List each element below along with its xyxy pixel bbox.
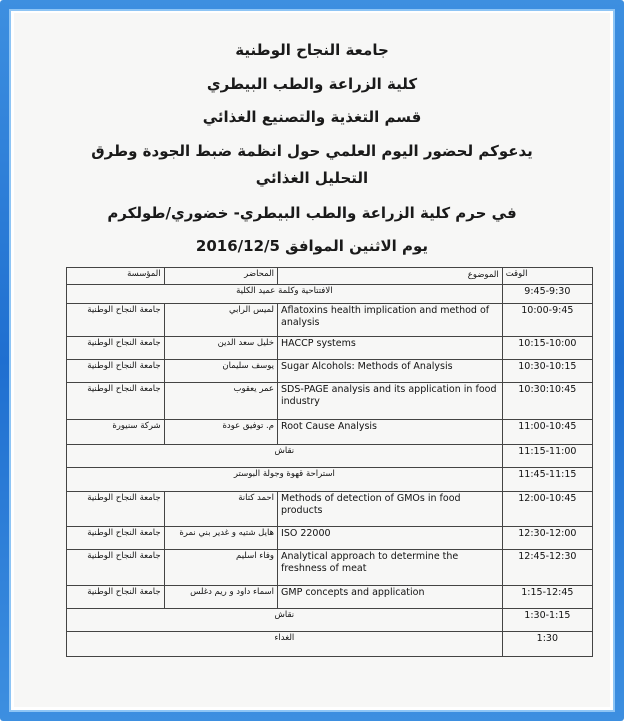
time-cell: 11:00-10:45 [502,420,592,445]
topic-cell: HACCP systems [278,337,503,360]
institution-cell: جامعة النجاح الوطنية [67,527,165,550]
event-date: يوم الاثنين الموافق 2016/12/5 [195,237,429,255]
topic-cell: Sugar Alcohols: Methods of Analysis [278,360,503,383]
session-label: الغداء [67,632,503,657]
time-cell: 12:30-12:00 [502,527,592,550]
lecturer-cell: يوسف سليمان [164,360,277,383]
invitation-line-2: التحليل الغذائي [255,169,369,187]
faculty-name: كلية الزراعة والطب البيطري [206,75,418,93]
table-row [67,420,593,445]
lecturer-cell: عمر يعقوب [164,383,277,420]
topic-cell: GMP concepts and application [278,586,503,609]
time-cell: 10:30-10:15 [502,360,592,383]
time-cell: 1:30-1:15 [502,609,592,632]
time-cell: 1:15-12:45 [502,586,592,609]
header-time: الوقت [502,268,592,285]
topic-cell: Methods of detection of GMOs in food products [278,492,503,527]
institution-cell: جامعة النجاح الوطنية [67,586,165,609]
institution-cell: جامعة النجاح الوطنية [67,304,165,337]
table-header-row [67,268,593,285]
lecturer-cell: م. توفيق عودة [164,420,277,445]
time-cell: 9:45-9:30 [502,285,592,304]
institution-cell: شركة سنيورة [67,420,165,445]
time-cell: 11:15-11:00 [502,445,592,468]
lecturer-cell: لميس الرابي [164,304,277,337]
table-row [67,337,593,360]
table-row [67,360,593,383]
institution-cell: جامعة النجاح الوطنية [67,337,165,360]
topic-cell: Analytical approach to determine the freshness of meat [278,550,503,586]
table-row [67,445,593,468]
time-cell: 12:45-12:30 [502,550,592,586]
session-label: الافتتاحية وكلمة عميد الكلية [67,285,503,304]
table-row [67,609,593,632]
document-page [14,13,610,707]
table-row [67,304,593,337]
time-cell: 1:30 [502,632,592,657]
time-cell: 12:00-10:45 [502,492,592,527]
time-cell: 10:15-10:00 [502,337,592,360]
schedule-table [66,267,593,657]
university-name: جامعة النجاح الوطنية [235,41,389,59]
table-row [67,632,593,657]
event-location: في حرم كلية الزراعة والطب البيطري- خضوري/طولكرم [107,204,517,222]
table-row [67,550,593,586]
topic-cell: ISO 22000 [278,527,503,550]
lecturer-cell: وفاء اسليم [164,550,277,586]
department-name: قسم التغذية والتصنيع الغذائي [202,108,422,126]
table-row [67,383,593,420]
topic-cell: SDS-PAGE analysis and its application in food industry [278,383,503,420]
table-row [67,492,593,527]
institution-cell: جامعة النجاح الوطنية [67,383,165,420]
topic-cell: Aflatoxins health implication and method of analysis [278,304,503,337]
topic-cell: Root Cause Analysis [278,420,503,445]
session-label: نقاش [67,609,503,632]
table-row [67,285,593,304]
time-cell: 11:45-11:15 [502,468,592,492]
lecturer-cell: احمد كتانة [164,492,277,527]
time-cell: 10:00-9:45 [502,304,592,337]
header-institution: المؤسسة [67,268,165,285]
session-label: استراحة قهوة وجولة البوستر [67,468,503,492]
header-topic: الموضوع [278,268,503,285]
session-label: نقاش [67,445,503,468]
table-row [67,527,593,550]
institution-cell: جامعة النجاح الوطنية [67,550,165,586]
table-row [67,586,593,609]
invitation-line-1: يدعوكم لحضور اليوم العلمي حول انظمة ضبط الجودة وطرق [91,142,533,160]
table-row [67,468,593,492]
lecturer-cell: خليل سعد الدين [164,337,277,360]
institution-cell: جامعة النجاح الوطنية [67,360,165,383]
lecturer-cell: اسماء داود و ريم دغلس [164,586,277,609]
institution-cell: جامعة النجاح الوطنية [67,492,165,527]
time-cell: 10:30:10:45 [502,383,592,420]
lecturer-cell: هايل شتيه و غدير بني نمرة [164,527,277,550]
header-lecturer: المحاضر [164,268,277,285]
